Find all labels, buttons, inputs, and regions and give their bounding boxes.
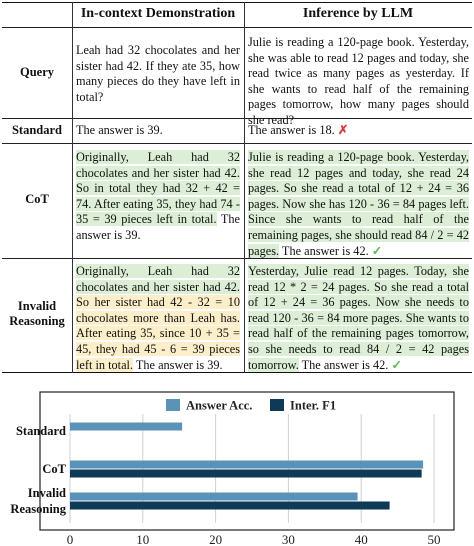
table-col-divider [72,2,73,373]
standard-demo-text: The answer is 39. [76,123,163,137]
row-label-query: Query [19,65,55,79]
query-demo-text: Leah had 32 chocolates and her sister had 42. If they ate 35, how many pieces do they have left in total? [76,43,240,104]
comparison-table [2,2,472,374]
invalid-demo-part-c: After eating 35, since 10 + 35 = 45, they had 45 - 6 = 39 pieces left in total. [76,326,240,372]
header-demonstration: In-context Demonstration [80,6,236,21]
query-inference-text: Julie is reading a 120-page book. Yesterday, she was able to read 12 pages and today, she read twice as many pages as yesterday. If she wants to read half of the remaining pages tomorrow, how many pages should she read? [248,35,469,127]
table-col-divider [244,2,245,373]
x-tick-label: 30 [281,532,295,546]
x-tick-label: 0 [66,532,74,546]
bar-chart [0,378,474,546]
invalid-demo-part-b: So her sister had 42 - 32 = 10 chocolates more than Leah has. [76,295,240,325]
legend-swatch [270,399,284,411]
invalid-demo-part-a: Originally, Leah had 32 chocolates and her sister had 42. [76,264,240,294]
category-label: Standard [15,424,66,438]
x-tick-label: 50 [427,532,441,546]
legend-label: Answer Acc. [186,398,253,413]
invalid-inference-cell [248,264,469,373]
check-mark-icon: ✓ [391,357,402,372]
bar [70,423,182,431]
cot-demo-answer: The answer is 39. [76,212,240,242]
invalid-demo-answer: The answer is 39. [133,357,223,372]
category-label: Invalid [27,486,66,500]
cot-demo-reasoning: Originally, Leah had 32 chocolates and her sister had 42. So in total they had 32 + 42 = 74. After eating 35, they had 74 - 35 = 39 pieces left in total. [76,150,240,227]
cross-mark-icon: ✗ [337,123,349,137]
invalid-inference-answer: The answer is 42. [298,357,389,372]
legend-swatch [166,399,180,411]
row-label-invalid-reasoning: Invalid Reasoning [9,299,65,328]
invalid-inference-reasoning: Yesterday, Julie read 12 pages. Today, she read 12 * 2 = 24 pages. So she read a total of 12 + 24 = 36 pages. Now she needs to read 120 - 36 = 84 more pages. She wants to read half of the remaining pages tomorrow, so she needs to read 84 / 2 = 42 pages tomorrow. [248,264,469,372]
bar [70,461,423,469]
bar [70,470,422,478]
bar [70,502,390,510]
header-inference: Inference by LLM [302,6,414,21]
standard-inference-text: The answer is 18. [248,123,335,137]
standard-inference-cell [248,123,469,139]
row-label-standard: Standard [11,123,63,137]
cot-inference-cell [248,150,469,259]
cot-inference-reasoning: Julie is reading a 120-page book. Yesterday, she read 12 pages and today, she read 24 pages. So she read a total of 12 + 24 = 36 pages. Now she has 120 - 36 = 84 pages left. Since she wants to read half of the remaining pages, she should read 84 / 2 = 42 pages. [248,150,469,258]
bar [70,493,358,501]
invalid-demo-cell [76,264,240,373]
x-tick-label: 20 [209,532,223,546]
category-label: Reasoning [10,502,66,516]
check-mark-icon: ✓ [371,243,383,258]
legend-label: Inter. F1 [290,398,337,413]
x-tick-label: 40 [354,532,368,546]
row-label-cot: CoT [25,192,49,206]
cot-demo-cell [76,150,240,244]
cot-inference-answer: The answer is 42. [279,243,369,258]
x-tick-label: 10 [136,532,150,546]
category-label: CoT [42,462,66,476]
